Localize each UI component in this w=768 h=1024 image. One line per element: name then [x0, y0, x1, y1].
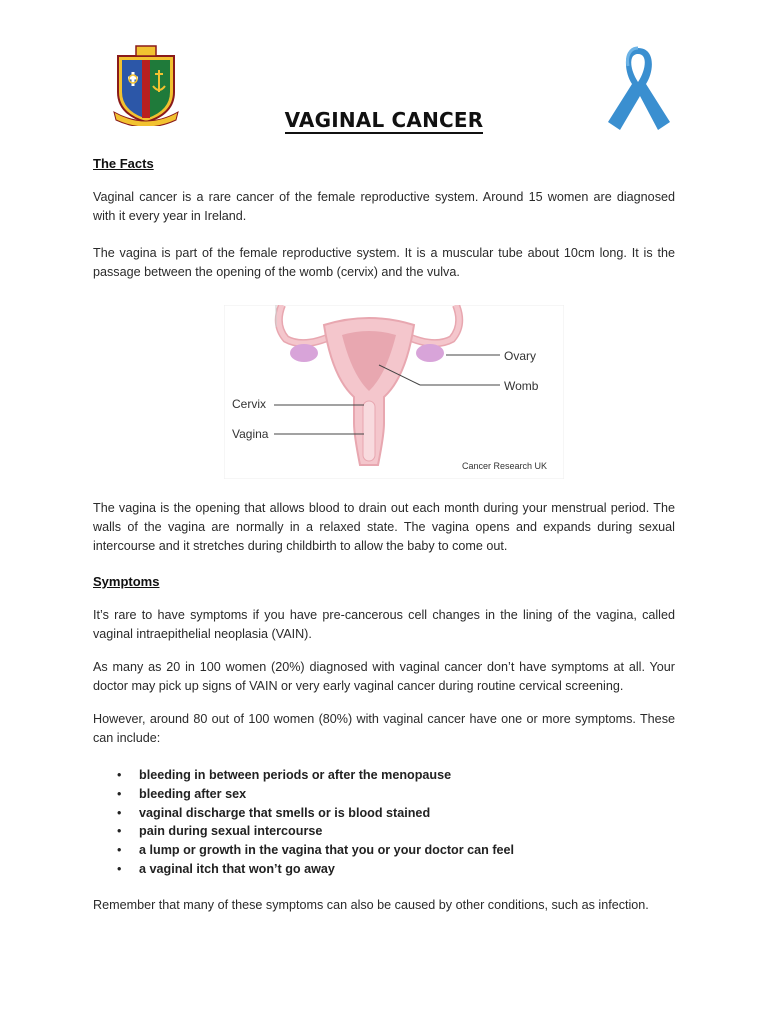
symptoms-paragraph-1: It’s rare to have symptoms if you have pre-cancerous cell changes in the lining of the vagina, called vaginal intraepithelial neoplasia (VAIN). [93, 608, 675, 641]
facts-heading: The Facts [93, 156, 154, 171]
symptoms-paragraph-2: As many as 20 in 100 women (20%) diagnosed with vaginal cancer don’t have symptoms at all. Your doctor may pick up signs of VAIN or very early vaginal cancer during routine cervical screening. [93, 660, 675, 693]
figure-credit: Cancer Research UK [462, 461, 548, 471]
list-item: • bleeding after sex [117, 786, 247, 801]
cervix-label: Cervix [232, 397, 267, 411]
symptoms-paragraph-3: However, around 80 out of 100 women (80%) with vaginal cancer have one or more symptoms. These can include: [93, 712, 675, 745]
facts-paragraph-1: Vaginal cancer is a rare cancer of the female reproductive system. Around 15 women are diagnosed with it every year in Ireland. [93, 190, 675, 223]
symptoms-list [93, 766, 675, 879]
womb-label: Womb [504, 379, 539, 393]
ovary-label: Ovary [504, 349, 537, 363]
list-item: • a lump or growth in the vagina that you or your doctor can feel [117, 843, 515, 858]
list-item: • vaginal discharge that smells or is blood stained [117, 805, 431, 820]
list-item: • pain during sexual intercourse [117, 824, 323, 839]
facts-paragraph-3: The vagina is the opening that allows blood to drain out each month during your menstrual period. The walls of the vagina are normally in a relaxed state. The vagina opens and expands during sexual intercourse and it stretches during childbirth to allow the baby to come out. [93, 501, 675, 553]
list-item: • a vaginal itch that won’t go away [117, 861, 335, 876]
reproductive-system-diagram [224, 305, 564, 479]
list-item: • bleeding in between periods or after the menopause [117, 768, 452, 782]
symptoms-heading: Symptoms [93, 574, 160, 589]
closing-paragraph: Remember that many of these symptoms can also be caused by other conditions, such as infection. [93, 898, 649, 912]
vagina-label: Vagina [232, 427, 269, 441]
facts-paragraph-2: The vagina is part of the female reproductive system. It is a muscular tube about 10cm long. It is the passage between the opening of the womb (cervix) and the vulva. [93, 246, 675, 279]
document-title: VAGINAL CANCER [284, 108, 484, 132]
